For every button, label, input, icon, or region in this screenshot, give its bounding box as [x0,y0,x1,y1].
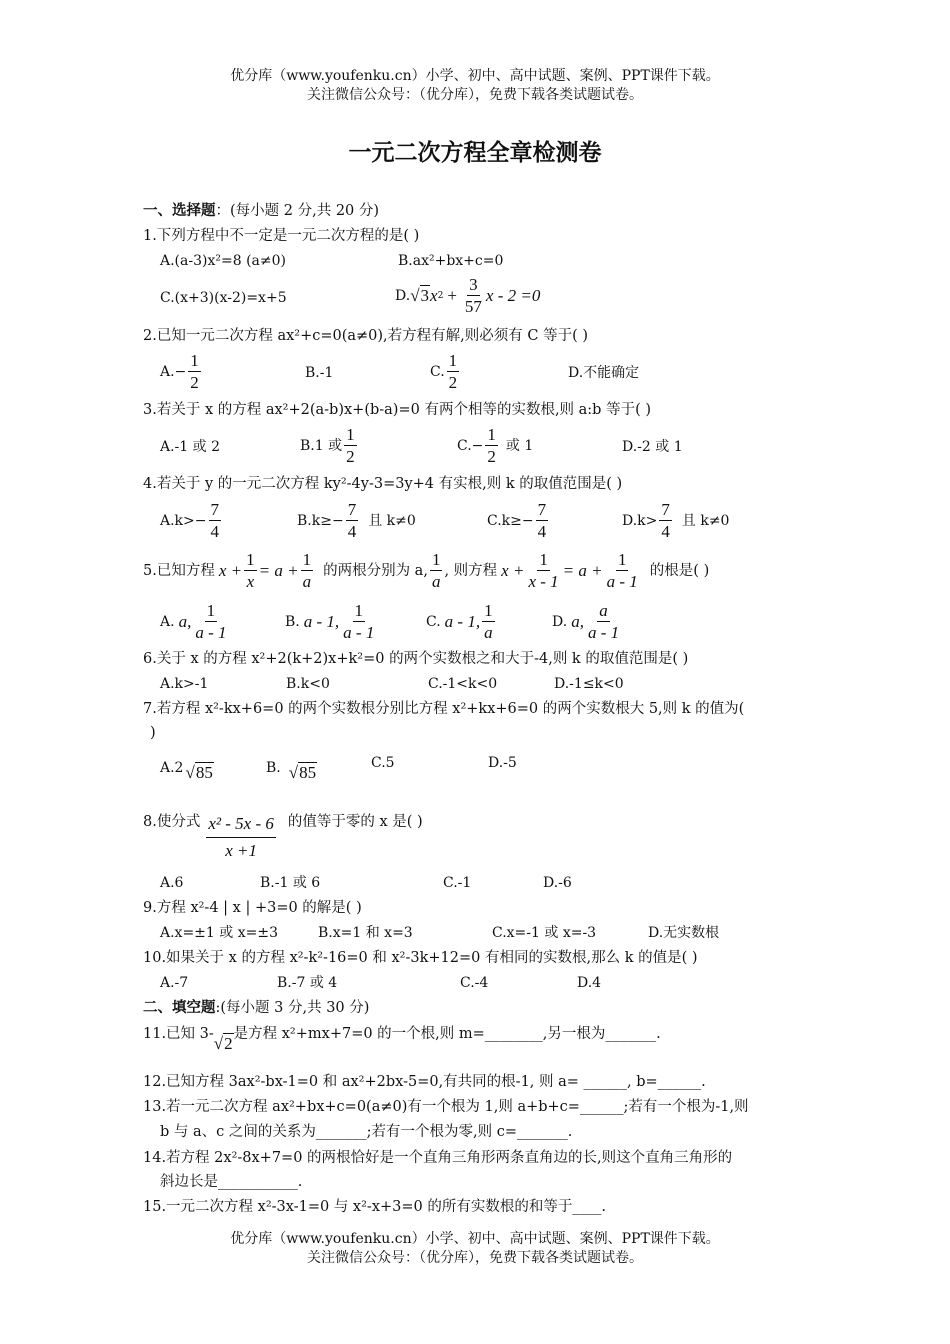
stem-text: 的值等于零的 x 是( ) [287,814,423,830]
question-13-line1: 13.若一元二次方程 ax²+bx+c=0(a≠0)有一个根为 1,则 a+b+c=______;若有一个根为-1,则 [143,1099,749,1115]
question-5-option-d [552,600,623,643]
denominator: a [484,623,493,642]
option-label: B. [266,760,281,776]
question-2-stem: 2.已知一元二次方程 ax²+c=0(a≠0),若方程有解,则必须有 C 等于( ) [143,328,589,344]
stem-text: 11.已知 3- [143,1026,214,1042]
fraction [430,549,443,592]
page-header-line1: 优分库（www.youfenku.cn）小学、初中、高中试题、案例、PPT课件下载。 [230,68,720,84]
question-4-stem: 4.若关于 y 的一元二次方程 ky²-4y-3=3y+4 有实根,则 k 的取值范围是( ) [143,476,623,492]
math-term: = a + [258,560,299,580]
numerator: 7 [210,500,220,519]
sqrt-expression: √85 [288,763,317,782]
sqrt-expression: √85 [185,763,213,782]
question-15-stem: 15.一元二次方程 x²-3x-1=0 与 x²-x+3=0 的所有实数根的和等于____. [143,1199,606,1215]
option-tail: 或 1 [505,437,534,454]
fraction [244,549,257,592]
section-info: ：(每小题 2 分,共 20 分) [215,203,380,219]
math-term: a - 1, [303,611,340,631]
denominator: a [302,572,312,591]
option-label: A.k>− [160,512,207,529]
section-label: 二、填空题 [143,1000,216,1016]
option-label: C. [426,613,441,630]
math-term: x + [501,560,525,580]
stem-text: 的两根分别为 a, [323,562,428,579]
plus-sign: + [447,285,457,305]
question-8-option-c: C.-1 [443,875,472,891]
question-7-option-b [266,753,317,783]
question-13-line2: b 与 a、c 之间的关系为_______;若有一个根为零,则 c=_______. [160,1124,573,1140]
question-7-option-c: C.5 [371,755,395,771]
math-term: x + [218,560,243,580]
question-9-option-b: B.x=1 和 x=3 [318,925,413,941]
denominator: a - 1 [606,572,638,591]
question-1-stem: 1.下列方程中不一定是一元二次方程的是( ) [143,228,420,244]
numerator: 1 [484,601,493,620]
option-label: B.1 或 [300,437,343,454]
denominator: x - 1 [528,572,559,591]
question-4-option-c [487,499,550,542]
question-9-option-d: D.无实数根 [648,925,720,941]
numerator: 1 [487,425,496,444]
denominator: 2 [346,447,355,466]
question-1-option-a: A.(a-3)x²=8 (a≠0) [160,253,286,269]
denominator: 2 [190,373,199,392]
denominator: 4 [661,522,670,541]
option-tail: 且 k≠0 [368,512,416,529]
numerator: 7 [537,500,547,519]
question-7-stem: 7.若方程 x²-kx+6=0 的两个实数根分别比方程 x²+kx+6=0 的两个实数根大 5,则 k 的值为( [143,701,745,717]
question-8-option-b: B.-1 或 6 [260,875,321,891]
stem-text: 8.使分式 [143,814,201,830]
question-2-option-b: B.-1 [305,365,334,381]
question-10-option-a: A.-7 [160,975,189,991]
fraction [209,499,222,542]
question-3-option-a: A.-1 或 2 [160,439,221,455]
denominator: x +1 [225,841,257,860]
option-label: D. [395,287,411,304]
option-label: B. [285,613,300,630]
option-label: D. [552,613,568,630]
sqrt-expression: √2 [213,1034,233,1053]
denominator: a - 1 [195,623,227,642]
numerator: 1 [346,425,355,444]
document-title: 一元二次方程全章检测卷 [348,140,602,166]
fraction [482,600,495,643]
question-3-option-b [300,424,359,467]
numerator: 7 [347,500,357,519]
math-term: a - 1, [444,611,481,631]
option-label: A.− [160,363,187,380]
option-label: A. [160,613,175,630]
denominator: 57 [464,297,482,316]
fraction [188,350,201,393]
numerator: a [599,601,608,620]
page-footer-line2: 关注微信公众号：（优分库），免费下载各类试题试卷。 [307,1250,643,1266]
question-8-stem [143,812,423,864]
fraction [526,549,560,592]
question-3-option-c [457,424,533,467]
numerator: 3 [469,275,478,294]
fraction [536,499,549,542]
numerator: x² - 5x - 6 [206,811,276,838]
fraction [586,600,621,643]
fraction [447,350,460,393]
sqrt-expression: √3 [410,285,430,305]
numerator: 1 [448,351,458,370]
fraction [193,600,228,643]
question-14-line2: 斜边长是___________. [160,1174,303,1190]
question-10-option-b: B.-7 或 4 [277,975,338,991]
fraction [485,424,498,467]
question-10-option-d: D.4 [577,975,602,991]
question-9-stem: 9.方程 x²-4 | x | +3=0 的解是( ) [143,900,362,916]
question-5-option-b [285,600,378,643]
question-4-option-a [160,499,223,542]
fraction [344,424,357,467]
question-7-option-d: D.-5 [488,755,517,771]
stem-text: 5.已知方程 [143,562,215,579]
option-label: A.2 [160,760,184,776]
question-6-option-c: C.-1<k<0 [428,676,498,692]
denominator: a - 1 [343,623,375,642]
question-2-option-a [160,350,203,393]
question-7-option-a [160,753,214,783]
numerator: 1 [246,550,255,569]
fraction [605,549,640,592]
question-7-stem-cont: ) [150,725,156,741]
question-10-stem: 10.如果关于 x 的方程 x²-k²-16=0 和 x²-3k+12=0 有相同的实数根,那么 k 的值是( ) [143,950,698,966]
question-12-stem: 12.已知方程 3ax²-bx-1=0 和 ax²+2bx-5=0,有共同的根-1, 则 a= ______, b=______. [143,1074,706,1090]
question-6-option-a: A.k>-1 [160,676,209,692]
numerator: 1 [206,601,216,620]
question-10-option-c: C.-4 [460,975,489,991]
option-label: C.k≥− [487,512,534,529]
option-label: C.− [457,437,484,454]
math-term: a, [571,611,584,631]
denominator: 4 [210,522,220,541]
expression-tail: x - 2 =0 [485,285,541,305]
stem-text: , 则方程 [444,562,498,579]
stem-text: 的根是( ) [649,562,710,579]
question-8-option-a: A.6 [160,875,184,891]
section-heading-fill [143,998,369,1018]
denominator: x [246,572,255,591]
numerator: 1 [302,550,312,569]
question-1-option-c: C.(x+3)(x-2)=x+5 [160,290,287,306]
question-5-option-c [426,600,497,643]
question-5-option-a [160,600,230,643]
question-6-stem: 6.关于 x 的方程 x²+2(k+2)x+k²=0 的两个实数根之和大于-4,则 k 的取值范围是( ) [143,651,689,667]
section-heading-choice [143,201,379,221]
question-6-option-b: B.k<0 [286,676,330,692]
question-8-option-d: D.-6 [543,875,572,891]
question-6-option-d: D.-1≤k<0 [554,676,624,692]
question-4-option-b [297,499,416,542]
denominator: 4 [537,522,547,541]
numerator: 1 [617,550,627,569]
numerator: 1 [190,351,199,370]
page-footer-line1: 优分库（www.youfenku.cn）小学、初中、高中试题、案例、PPT课件下载。 [230,1231,720,1247]
fraction [301,549,314,592]
question-11-stem [143,1024,661,1054]
numerator: 1 [354,601,363,620]
option-tail: 且 k≠0 [681,512,730,529]
math-term: a, [178,611,192,631]
fraction [659,499,672,542]
section-info: :(每小题 3 分,共 30 分) [215,1000,370,1016]
question-9-option-a: A.x=±1 或 x=±3 [160,925,278,941]
fraction [463,274,484,317]
question-1-option-b: B.ax²+bx+c=0 [398,253,504,269]
numerator: 1 [431,550,441,569]
fraction [206,811,276,864]
variable: x [430,285,438,305]
radicand: 2 [224,1034,233,1053]
question-2-option-c [430,350,461,393]
question-1-option-d: D. √3 x 2 + $\frac{3}{57}$ x - 2 =0 [395,275,541,316]
fraction [346,499,359,542]
numerator: 7 [661,500,670,519]
denominator: 4 [347,522,357,541]
question-2-option-d: D.不能确定 [568,365,640,381]
denominator: 2 [448,373,458,392]
section-label: 一、选择题 [143,203,216,219]
option-label: D.k> [622,512,658,529]
question-4-option-d [622,499,729,542]
option-label: B.k≥− [297,512,344,529]
denominator: 2 [487,447,496,466]
radicand: 85 [299,763,317,782]
denominator: a [431,572,441,591]
denominator: a - 1 [587,623,620,642]
question-5-stem [143,549,709,592]
page-header-line2: 关注微信公众号：（优分库），免费下载各类试题试卷。 [307,87,643,103]
math-term: = a + [562,560,603,580]
radicand: 85 [195,763,213,782]
radicand: 3 [420,285,430,305]
fraction [341,600,376,643]
question-3-stem: 3.若关于 x 的方程 ax²+2(a-b)x+(b-a)=0 有两个相等的实数根,则 a:b 等于( ) [143,402,652,418]
numerator: 1 [539,550,548,569]
question-3-option-d: D.-2 或 1 [622,439,683,455]
question-9-option-c: C.x=-1 或 x=-3 [492,925,597,941]
question-14-line1: 14.若方程 2x²-8x+7=0 的两根恰好是一个直角三角形两条直角边的长,则这个直角三角形的 [143,1150,733,1166]
option-label: C. [430,363,445,380]
stem-text: 是方程 x²+mx+7=0 的一个根,则 m=________,另一根为_______. [233,1026,661,1042]
